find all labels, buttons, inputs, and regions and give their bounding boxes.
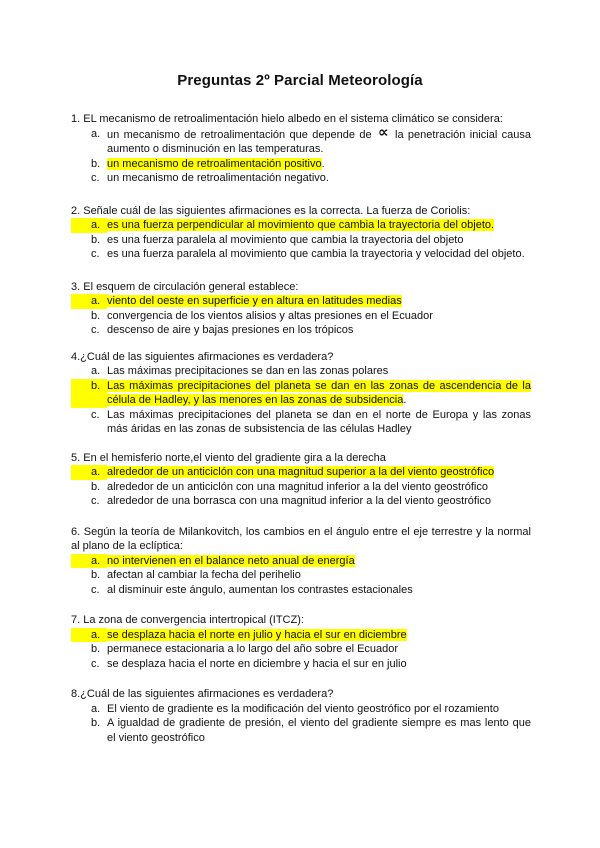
option-list	[71, 465, 531, 509]
option-c	[71, 171, 531, 186]
option-letter: b.	[91, 569, 101, 581]
option-text: un mecanismo de retroalimentación que depende de ∝ la penetración inicial causa aumento o disminución en las temperaturas.	[107, 123, 531, 155]
option-letter: c.	[91, 495, 100, 507]
option-letter: c.	[91, 248, 100, 260]
option-a	[71, 364, 531, 379]
option-text: A igualdad de gradiente de presión, el viento del gradiente siempre es mas lento que el viento geostrófico	[107, 717, 531, 744]
option-a	[71, 628, 531, 643]
highlighted-answer: no intervienen en el balance neto anual de energía	[107, 554, 355, 567]
option-text: Las máximas precipitaciones del planeta se dan en el norte de Europa y las zonas más áridas en las zonas de subsistencia de las células Hadley	[107, 408, 531, 435]
option-b	[71, 568, 531, 583]
question-6	[71, 525, 531, 598]
option-c	[71, 494, 531, 509]
option-letter: b.	[71, 379, 107, 408]
option-b	[71, 233, 531, 248]
option-c	[71, 323, 531, 338]
option-text	[107, 294, 531, 309]
option-text: es una fuerza paralela al movimiento que cambia la trayectoria del objeto	[107, 233, 464, 246]
option-letter: b.	[91, 157, 101, 170]
option-text: permanece estacionaria a lo largo del año sobre el Ecuador	[107, 643, 399, 655]
option-text: se desplaza hacia el norte en diciembre y hacia el sur en julio	[107, 657, 407, 670]
option-a	[71, 554, 531, 569]
option-letter: a.	[71, 465, 107, 480]
question-text: 5. En el hemisferio norte,el viento del gradiente gira a la derecha	[71, 451, 386, 464]
option-text: un mecanismo de retroalimentación positivo.	[107, 157, 325, 170]
option-letter: a.	[71, 554, 107, 569]
option-letter: b.	[91, 643, 101, 655]
option-list	[71, 702, 531, 746]
option-a	[71, 294, 531, 309]
option-text: Las máximas precipitaciones del planeta se dan en las zonas de ascendencia de la célula de Hadley, y las menores en las zonas de subsidencia.	[107, 379, 531, 406]
question-text: 3. El esquem de circulación general establece:	[71, 280, 299, 293]
option-text	[107, 554, 531, 569]
option-letter: b.	[91, 480, 101, 493]
question-text: 6. Según la teoría de Milankovitch, los cambios en el ángulo entre el eje terrestre y la normal al plano de la eclíptica:	[71, 525, 531, 552]
option-text: alrededor de un anticiclón con una magnitud inferior a la del viento geostrófico	[107, 480, 488, 493]
question-text: 1. EL mecanismo de retroalimentación hielo albedo en el sistema climático se considera:	[71, 113, 503, 125]
option-b	[71, 309, 531, 324]
option-text	[107, 465, 531, 480]
question-text: 7. La zona de convergencia intertropical (ITCZ):	[71, 614, 304, 626]
option-text: El viento de gradiente es la modificación del viento geostrófico por el rozamiento	[107, 702, 499, 715]
option-text: un mecanismo de retroalimentación negativo.	[107, 172, 329, 184]
option-text: es una fuerza paralela al movimiento que cambia la trayectoria y velocidad del objeto.	[107, 248, 525, 260]
option-list	[71, 294, 531, 338]
option-list	[71, 364, 531, 437]
option-list	[71, 628, 531, 672]
question-text: 8.¿Cuál de las siguientes afirmaciones es verdadera?	[71, 688, 334, 700]
option-b	[71, 480, 531, 495]
highlighted-answer: un mecanismo de retroalimentación positivo	[107, 157, 322, 170]
option-letter: b.	[91, 717, 101, 729]
option-letter: b.	[91, 309, 101, 322]
option-b	[71, 157, 531, 172]
option-text	[107, 218, 531, 233]
option-c	[71, 583, 531, 598]
option-text: Las máximas precipitaciones se dan en las zonas polares	[107, 365, 389, 377]
option-a	[71, 465, 531, 480]
option-text: convergencia de los vientos alisios y altas presiones en el Ecuador	[107, 309, 433, 322]
option-letter: a.	[71, 218, 107, 233]
question-4	[71, 350, 531, 437]
proportional-symbol-icon: ∝	[377, 123, 389, 141]
option-a	[71, 702, 531, 717]
highlighted-answer: es una fuerza perpendicular al movimiento que cambia la trayectoria del objeto.	[107, 219, 495, 231]
option-list	[71, 554, 531, 598]
option-text	[107, 628, 531, 643]
option-letter: a.	[71, 628, 107, 643]
page-title: Preguntas 2º Parcial Meteorología	[177, 72, 423, 89]
option-letter: c.	[91, 583, 100, 596]
option-c	[71, 408, 531, 437]
option-letter: c.	[91, 324, 100, 336]
question-3	[71, 280, 531, 338]
option-text: descenso de aire y bajas presiones en los trópicos	[107, 324, 354, 336]
question-8	[71, 687, 531, 745]
option-text: afectan al cambiar la fecha del perihelio	[107, 569, 301, 581]
option-letter: b.	[91, 233, 101, 246]
option-letter: a.	[71, 294, 107, 309]
option-text: alrededor de una borrasca con una magnitud inferior a la del viento geostrófico	[107, 495, 492, 507]
option-letter: a.	[91, 702, 101, 715]
question-text: 2. Señale cuál de las siguientes afirmaciones es la correcta. La fuerza de Coriolis:	[71, 204, 471, 217]
option-b	[71, 642, 531, 657]
option-b	[71, 716, 531, 745]
option-c	[71, 657, 531, 672]
option-text: al disminuir este ángulo, aumentan los contrastes estacionales	[107, 583, 413, 596]
option-letter: c.	[91, 657, 100, 670]
option-letter: a.	[91, 365, 101, 377]
option-letter: c.	[91, 408, 100, 421]
option-letter: c.	[91, 172, 100, 184]
highlighted-answer: alrededor de un anticiclón con una magnitud superior a la del viento geostrófico	[107, 466, 495, 478]
option-a	[71, 123, 531, 157]
option-a	[71, 218, 531, 233]
question-list	[71, 112, 531, 763]
question-2	[71, 204, 531, 262]
option-list	[71, 123, 531, 186]
question-5	[71, 451, 531, 509]
question-text: 4.¿Cuál de las siguientes afirmaciones es verdadera?	[71, 350, 334, 363]
highlighted-answer: se desplaza hacia el norte en julio y hacia el sur en diciembre	[107, 628, 407, 641]
highlighted-answer: viento del oeste en superficie y en altura en latitudes medias	[107, 295, 402, 307]
option-list	[71, 218, 531, 262]
option-letter: a.	[91, 127, 101, 140]
option-c	[71, 247, 531, 262]
question-1	[71, 112, 531, 186]
option-b	[71, 379, 531, 408]
highlighted-answer: Las máximas precipitaciones del planeta se dan en las zonas de ascendencia de la célula de Hadley, y las menores en las zonas de subsidencia	[107, 379, 531, 406]
question-7	[71, 613, 531, 671]
